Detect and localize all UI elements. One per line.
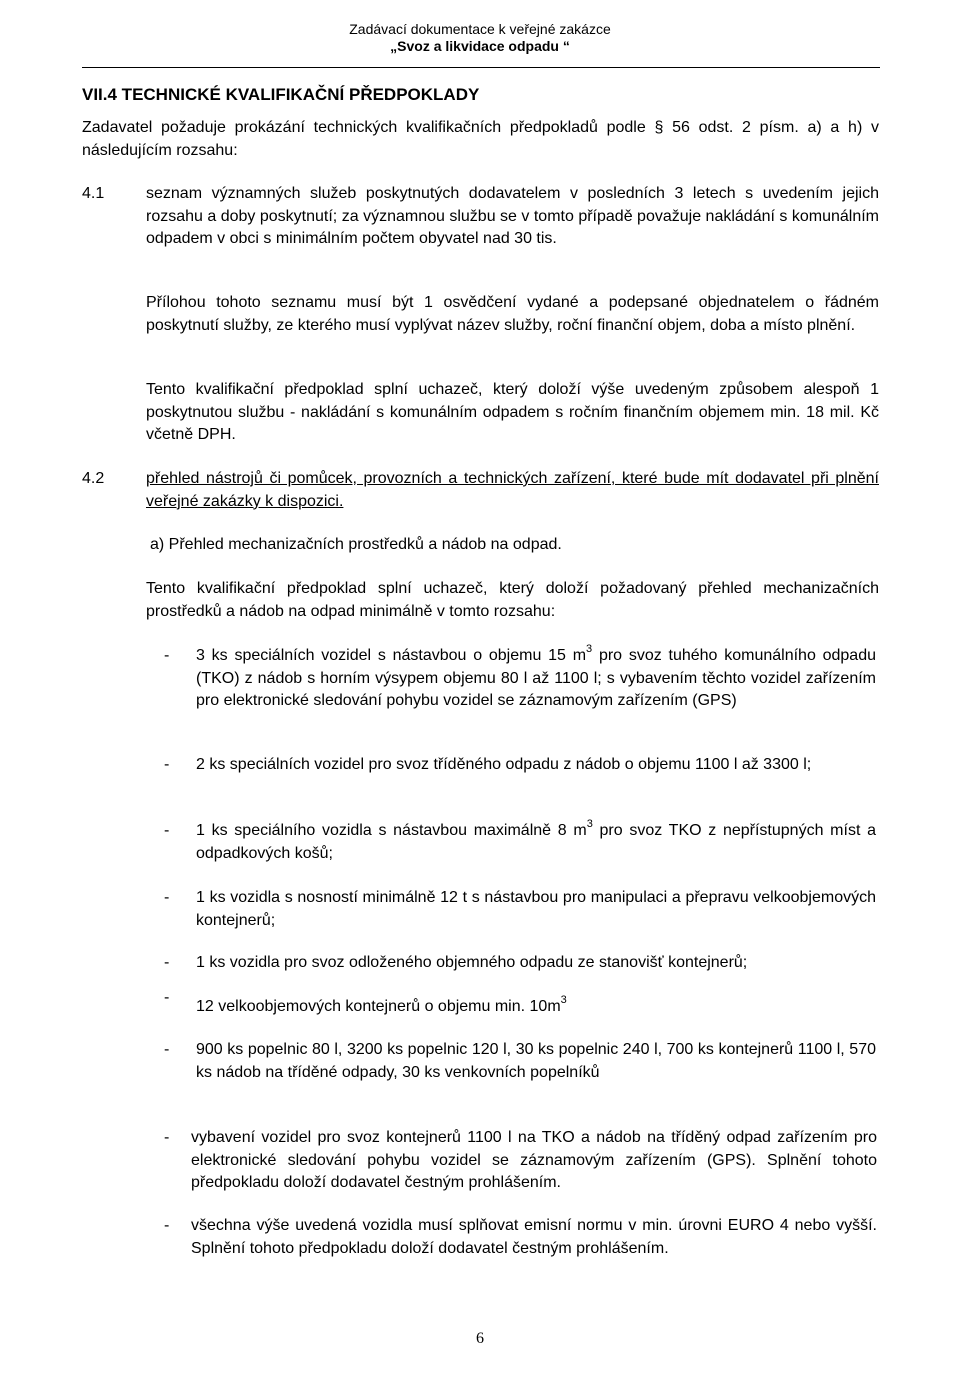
item-4-2-condition-paragraph: Tento kvalifikační předpoklad splní uchazeč, který doloží požadovaný přehled mechanizačních prostředků a nádob na odpad minimálně v tomto rozsahu: <box>146 580 879 620</box>
list-item-vehicle-12t: 1 ks vozidla s nosností minimálně 12 t s nástavbou pro manipulaci a přepravu velkoobjemových kontejnerů; <box>196 889 876 929</box>
list-item-bins: 900 ks popelnic 80 l, 3200 ks popelnic 120 l, 30 ks popelnic 240 l, 700 ks kontejnerů 1100 l, 570 ks nádob na tříděné odpady, 30 ks venkovních popelníků <box>196 1041 876 1081</box>
header-line-2: „Svoz a likvidace odpadu “ <box>390 38 570 54</box>
list-dash: - <box>164 954 170 971</box>
list-dash: - <box>164 756 170 773</box>
list-dash: - <box>164 1129 170 1146</box>
list-dash: - <box>164 1217 170 1234</box>
item-4-2-subitem-a: a) Přehled mechanizačních prostředků a nádob na odpad. <box>150 536 562 553</box>
item-4-2-number: 4.2 <box>82 470 105 487</box>
list-dash: - <box>164 822 170 839</box>
list-item-vehicles-tko: 3 ks speciálních vozidel s nástavbou o objemu 15 $m^3$ pro svoz tuhého komunálního odpadu (TKO) z nádob s horním výsypem objemu 80 l až 1100 l; s vybavením těchto vozidel zařízením pro elektronické sledování pohybu vozidel se záznamovým zařízením (GPS) <box>196 642 877 709</box>
list-item-vehicle-bulky: 1 ks vozidla pro svoz odloženého objemného odpadu ze stanovišť kontejnerů; <box>196 954 748 971</box>
item-4-1-number: 4.1 <box>82 185 105 202</box>
list-item-gps-equipment: vybavení vozidel pro svoz kontejnerů 1100 l na TKO a nádob na tříděný odpad zařízením pro elektronické sledování pohybu vozidel se záznamovým zařízením (GPS). Splnění tohoto předpokladu doloží dodavatel čestným prohlášením. <box>191 1129 877 1191</box>
list-item-vehicles-sorted: 2 ks speciálních vozidel pro svoz tříděného odpadu z nádob o objemu 1100 l až 3300 l; <box>196 756 812 773</box>
item-4-1-condition-paragraph: Tento kvalifikační předpoklad splní uchazeč, který doloží výše uvedeným způsobem alespoň 1 poskytnutou službu - nakládání s komunálním odpadem s ročním finančním objemem min. 18 mil. Kč včetně DPH. <box>146 381 879 443</box>
page-number: 6 <box>476 1330 484 1347</box>
intro-paragraph: Zadavatel požaduje prokázání technických kvalifikačních předpokladů podle § 56 odst. 2 písm. a) a h) v následujícím rozsahu: <box>82 119 879 159</box>
page-header <box>330 0 630 60</box>
list-item-vehicle-small: 1 ks speciálního vozidla s nástavbou maximálně 8 $m^3$ pro svoz TKO z nepřístupných míst a odpadkových košů; <box>196 817 876 862</box>
item-4-1-attachment-paragraph: Přílohou tohoto seznamu musí být 1 osvědčení vydané a podepsané objednatelem o řádném poskytnutí služby, ze kterého musí vyplývat název služby, roční finanční objem, doba a místo plnění. <box>146 294 879 334</box>
list-dash: - <box>164 989 170 1006</box>
item-4-1-text: seznam významných služeb poskytnutých dodavatelem v posledních 3 letech s uvedením jejich rozsahu a doby poskytnutí; za významnou službu se v tomto případě považuje nakládání s komunálním odpadem v obci s minimálním počtem obyvatel nad 30 tis. <box>146 185 879 247</box>
list-item-emission-norm: všechna výše uvedená vozidla musí splňovat emisní normu v min. úrovni EURO 4 nebo vyšší. Splnění tohoto předpokladu doloží dodavatel čestným prohlášením. <box>191 1217 877 1257</box>
header-rule <box>82 67 880 68</box>
list-dash: - <box>164 889 170 906</box>
item-4-2-text: přehled nástrojů či pomůcek, provozních a technických zařízení, které bude mít dodavatel při plnění veřejné zakázky k dispozici. <box>146 470 879 510</box>
list-item-containers: 12 velkoobjemových kontejnerů o objemu min. $10m^3$ <box>196 993 567 1015</box>
header-line-1: Zadávací dokumentace k veřejné zakázce <box>349 21 611 37</box>
list-dash: - <box>164 647 170 664</box>
section-title: VII.4 TECHNICKÉ KVALIFIKAČNÍ PŘEDPOKLADY <box>82 85 480 104</box>
list-dash: - <box>164 1041 170 1058</box>
